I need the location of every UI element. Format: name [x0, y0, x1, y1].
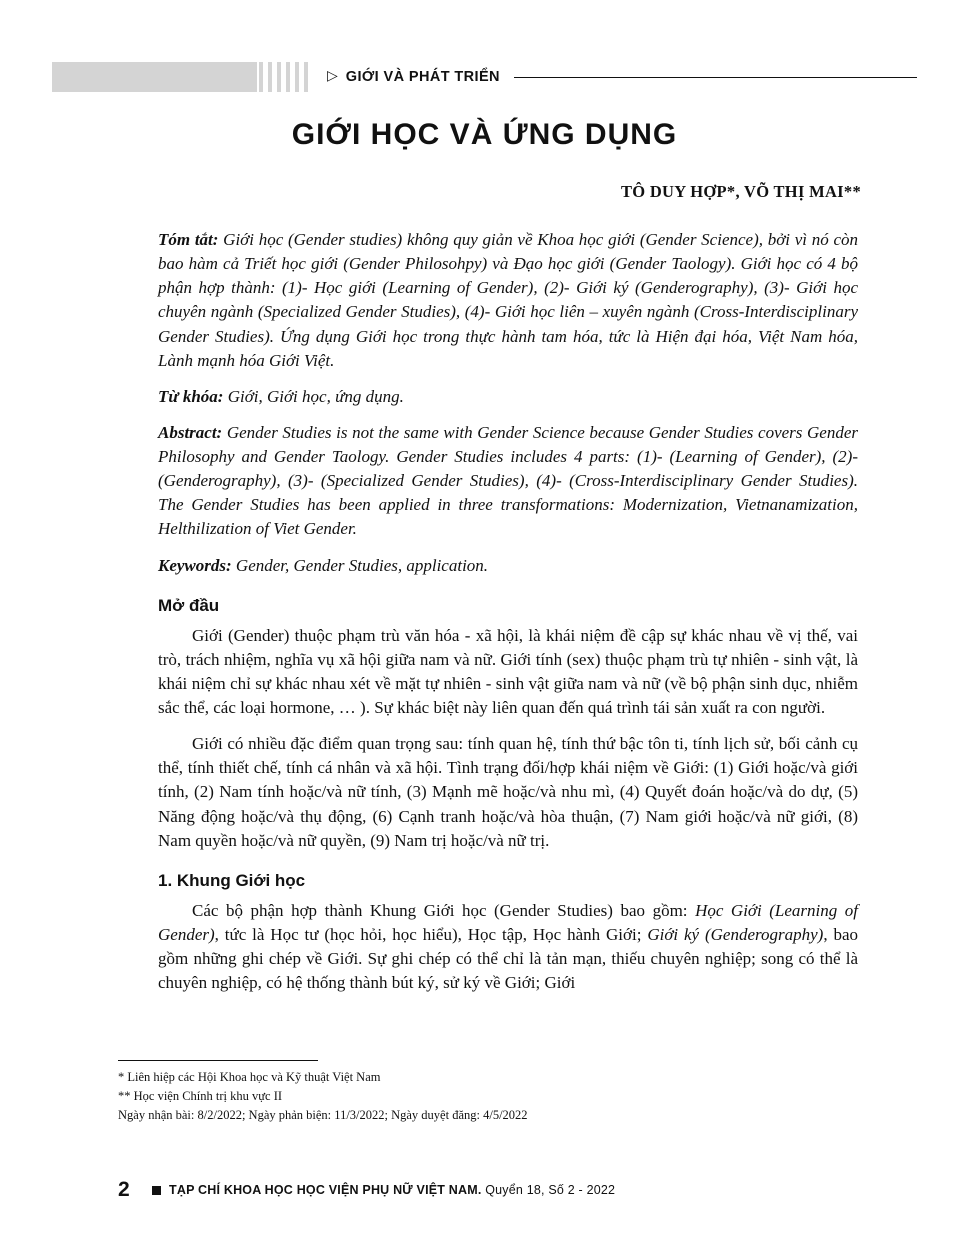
footnote-dates: Ngày nhận bài: 8/2/2022; Ngày phản biện: 11/3/2022; Ngày duyệt đăng: 4/5/2022: [118, 1107, 528, 1122]
footnote-1: * Liên hiệp các Hội Khoa học và Kỹ thuật Việt Nam: [118, 1070, 381, 1084]
abstract-en-label: Abstract:: [158, 422, 223, 442]
section-1-paragraph-1: [158, 899, 858, 996]
header-rule: [514, 77, 917, 78]
s1-p1-part-a: Các bộ phận hợp thành Khung Giới học (Gender Studies) bao gồm:: [192, 900, 696, 920]
keywords-vi-text: Giới, Giới học, ứng dụng.: [223, 386, 404, 406]
abstract-vi-text: Giới học (Gender studies) không quy giản về Khoa học giới (Gender Science), bởi vì nó còn bao hàm cả Triết học giới (Gender Philosohpy) và Đạo học giới (Gender Taology). Giới học có 4 bộ phận hợp thành: (1)- Học giới (Learning of Gender), (2)- Giới ký (Genderography), (3)- Giới học chuyên ngành (Specialized Gender Studies), (4)- Giới học liên – xuyên ngành (Cross-Interdisciplinary Gender Studies). Ứng dụng Giới học trong thực hành tam hóa, tức là Hiện đại hóa, Việt Nam hóa, Lành mạnh hóa Giới Việt.: [158, 230, 859, 370]
page-number: 2: [118, 1178, 130, 1201]
byline-authors: TÔ DUY HỢP*, VÕ THỊ MAI**: [620, 182, 861, 201]
footnote-2: ** Học viện Chính trị khu vực II: [118, 1088, 283, 1103]
abstract-en-text: Gender Studies is not the same with Gender Science because Gender Studies covers Gender Philosophy and Gender Taology. Gender Studies includes 4 parts: (1)- (Learning of Gender), (2)- (Genderography), (3)- (Specialized Gender Studies), (4)- (Cross-Interdisciplinary Gender Studies). The Gender Studies has been applied in three transformations: Modernization, Vietnanamization, Helthilization of Viet Gender.: [158, 422, 858, 539]
header-gray-block: [52, 62, 257, 92]
footer-journal-name: TẠP CHÍ KHOA HỌC HỌC VIỆN PHỤ NỮ VIỆT NAM.: [169, 1183, 482, 1197]
abstract-english: [158, 421, 858, 542]
footer-journal: [169, 1183, 615, 1197]
intro-paragraph-1: Giới (Gender) thuộc phạm trù văn hóa - xã hội, là khái niệm đề cập sự khác nhau về vị thế, vai trò, trách nhiệm, nghĩa vụ xã hội giữa nam và nữ. Giới tính (sex) thuộc phạm trù tự nhiên - sinh vật, là khái niệm chỉ sự khác nhau xét về mặt tự nhiên - sinh vật giữa nam và nữ (về bộ phận sinh dục, nhiễm sắc thể, các loại hormone, … ). Sự khác biệt này liên quan đến quá trình tái sản xuất ra con người.: [158, 625, 858, 717]
s1-p1-part-c: , bao gồm những ghi chép về Giới. Sự ghi chép có thể chỉ là tản mạn, thiếu chuyên nghiệp; song có thể là chuyên nghiệp, có hệ thống thành bút ký, sử ký về Giới; Giới: [158, 924, 859, 993]
s1-p1-italic-1: Học Giới (Learning of Gender): [158, 900, 858, 944]
footnote-separator: [118, 1060, 318, 1061]
intro-paragraph-2: Giới có nhiều đặc điểm quan trọng sau: tính quan hệ, tính thứ bậc tôn ti, tính lịch sử, bối cảnh cụ thể, tính thiết chế, tính cá nhân và xã hội. Tình trạng đối/hợp khái niệm về Giới: (1) Giới hoặc/và giới tính, (2) Nam tính hoặc/và nữ tính, (3) Mạnh mẽ hoặc/và nhu mì, (4) Quyết đoán hoặc/và do dự, (5) Năng động hoặc/và thụ động, (6) Cạnh tranh hoặc/và hòa thuận, (7) Nam giới hoặc/và nữ giới, (8) Nam quyền hoặc/và nữ quyền, (9) Nam trị hoặc/và nữ trị.: [158, 734, 858, 850]
page-footer: [118, 1178, 917, 1202]
header-stripes-decoration: [259, 62, 311, 92]
footnotes: [118, 1060, 858, 1124]
triangle-right-icon: ▷: [327, 69, 338, 84]
s1-p1-part-b: , tức là Học tư (học hỏi, học hiểu), Học tập, Học hành Giới;: [214, 924, 648, 944]
keywords-en-text: Gender, Gender Studies, application.: [231, 555, 489, 575]
heading-introduction: Mở đầu: [158, 595, 220, 615]
keywords-vietnamese: [158, 385, 858, 409]
page-title: GIỚI HỌC VÀ ỨNG DỤNG: [291, 118, 678, 151]
square-bullet-icon: [152, 1186, 161, 1195]
footer-issue: Quyển 18, Số 2 - 2022: [481, 1183, 616, 1197]
keywords-english: [158, 554, 858, 578]
keywords-vi-label: Từ khóa:: [158, 386, 224, 406]
s1-p1-italic-2: Giới ký (Genderography): [647, 924, 824, 944]
keywords-en-label: Keywords:: [158, 555, 232, 575]
abstract-vi-label: Tóm tắt:: [158, 230, 219, 249]
header-section-label: GIỚI VÀ PHÁT TRIỂN: [345, 69, 500, 85]
heading-section-1: 1. Khung Giới học: [158, 870, 306, 890]
article-body: [158, 228, 858, 1007]
running-header: [52, 60, 917, 94]
abstract-vietnamese: [158, 228, 858, 373]
